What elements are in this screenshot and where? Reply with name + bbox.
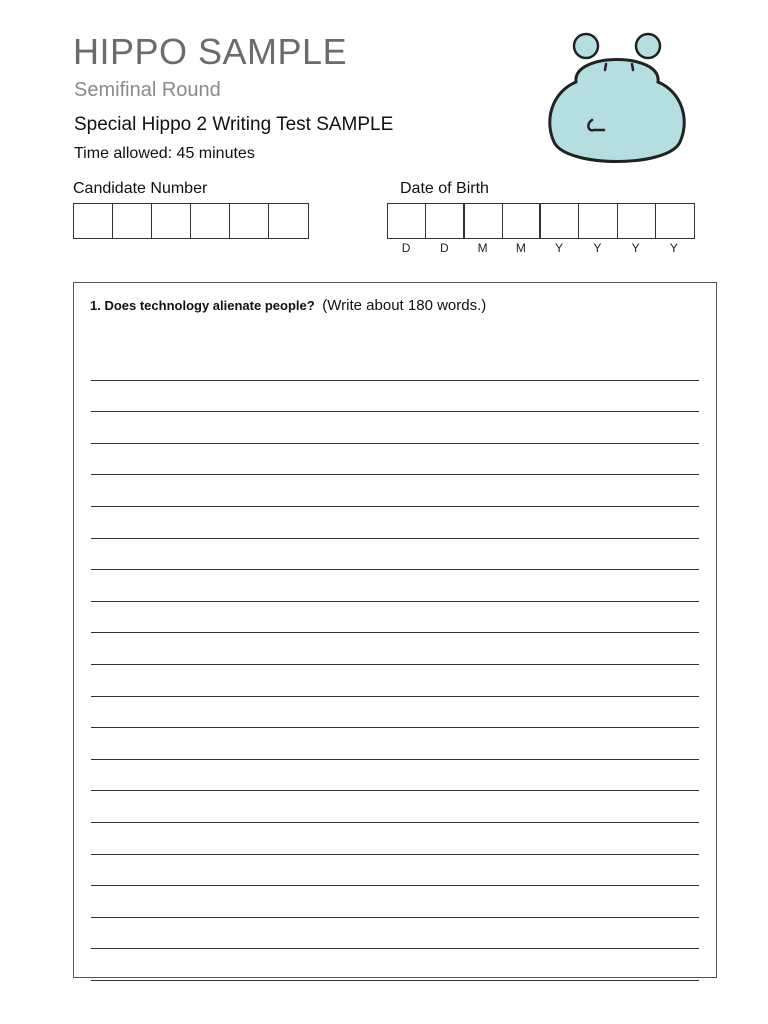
writing-line[interactable] — [91, 602, 699, 634]
candidate-number-label: Candidate Number — [73, 180, 208, 197]
candidate-digit-box[interactable] — [191, 204, 230, 238]
dob-digit-box[interactable] — [503, 204, 541, 238]
date-of-birth-boxes — [387, 203, 695, 239]
writing-line[interactable] — [91, 791, 699, 823]
writing-line[interactable] — [91, 760, 699, 792]
dob-captions — [387, 241, 693, 255]
writing-lines[interactable] — [91, 349, 699, 981]
test-name: Special Hippo 2 Writing Test SAMPLE — [74, 114, 394, 135]
writing-line[interactable] — [91, 855, 699, 887]
writing-line[interactable] — [91, 886, 699, 918]
writing-line[interactable] — [91, 665, 699, 697]
round-subtitle: Semifinal Round — [74, 79, 221, 101]
dob-caption: Y — [593, 241, 602, 255]
date-of-birth-label: Date of Birth — [400, 180, 489, 197]
writing-line[interactable] — [91, 412, 699, 444]
writing-line[interactable] — [91, 918, 699, 950]
candidate-digit-box[interactable] — [74, 204, 113, 238]
time-allowed: Time allowed: 45 minutes — [74, 145, 255, 162]
candidate-digit-box[interactable] — [269, 204, 308, 238]
dob-caption: M — [515, 241, 526, 255]
writing-line[interactable] — [91, 507, 699, 539]
dob-digit-box[interactable] — [465, 204, 503, 238]
hippo-icon — [544, 30, 692, 170]
writing-line[interactable] — [91, 349, 699, 381]
writing-line[interactable] — [91, 949, 699, 981]
candidate-digit-box[interactable] — [152, 204, 191, 238]
dob-digit-box[interactable] — [656, 204, 694, 238]
writing-line[interactable] — [91, 381, 699, 413]
writing-line[interactable] — [91, 570, 699, 602]
question — [90, 297, 486, 314]
dob-digit-box[interactable] — [618, 204, 656, 238]
writing-line[interactable] — [91, 728, 699, 760]
candidate-digit-box[interactable] — [230, 204, 269, 238]
candidate-number-boxes — [73, 203, 309, 239]
dob-caption: Y — [631, 241, 640, 255]
answer-box — [73, 282, 717, 978]
dob-digit-box[interactable] — [541, 204, 579, 238]
question-hint: (Write about 180 words.) — [322, 297, 487, 314]
dob-caption: Y — [669, 241, 678, 255]
candidate-digit-box[interactable] — [113, 204, 152, 238]
dob-caption: D — [401, 241, 411, 255]
writing-line[interactable] — [91, 823, 699, 855]
dob-digit-box[interactable] — [579, 204, 617, 238]
dob-digit-box[interactable] — [388, 204, 426, 238]
writing-line[interactable] — [91, 444, 699, 476]
dob-caption: M — [477, 241, 488, 255]
question-text: 1. Does technology alienate people? — [90, 298, 315, 313]
writing-line[interactable] — [91, 475, 699, 507]
writing-line[interactable] — [91, 697, 699, 729]
dob-digit-box[interactable] — [426, 204, 464, 238]
page-title: HIPPO SAMPLE — [73, 31, 348, 72]
dob-caption: Y — [555, 241, 564, 255]
writing-line[interactable] — [91, 539, 699, 571]
writing-line[interactable] — [91, 633, 699, 665]
dob-caption: D — [440, 241, 449, 255]
